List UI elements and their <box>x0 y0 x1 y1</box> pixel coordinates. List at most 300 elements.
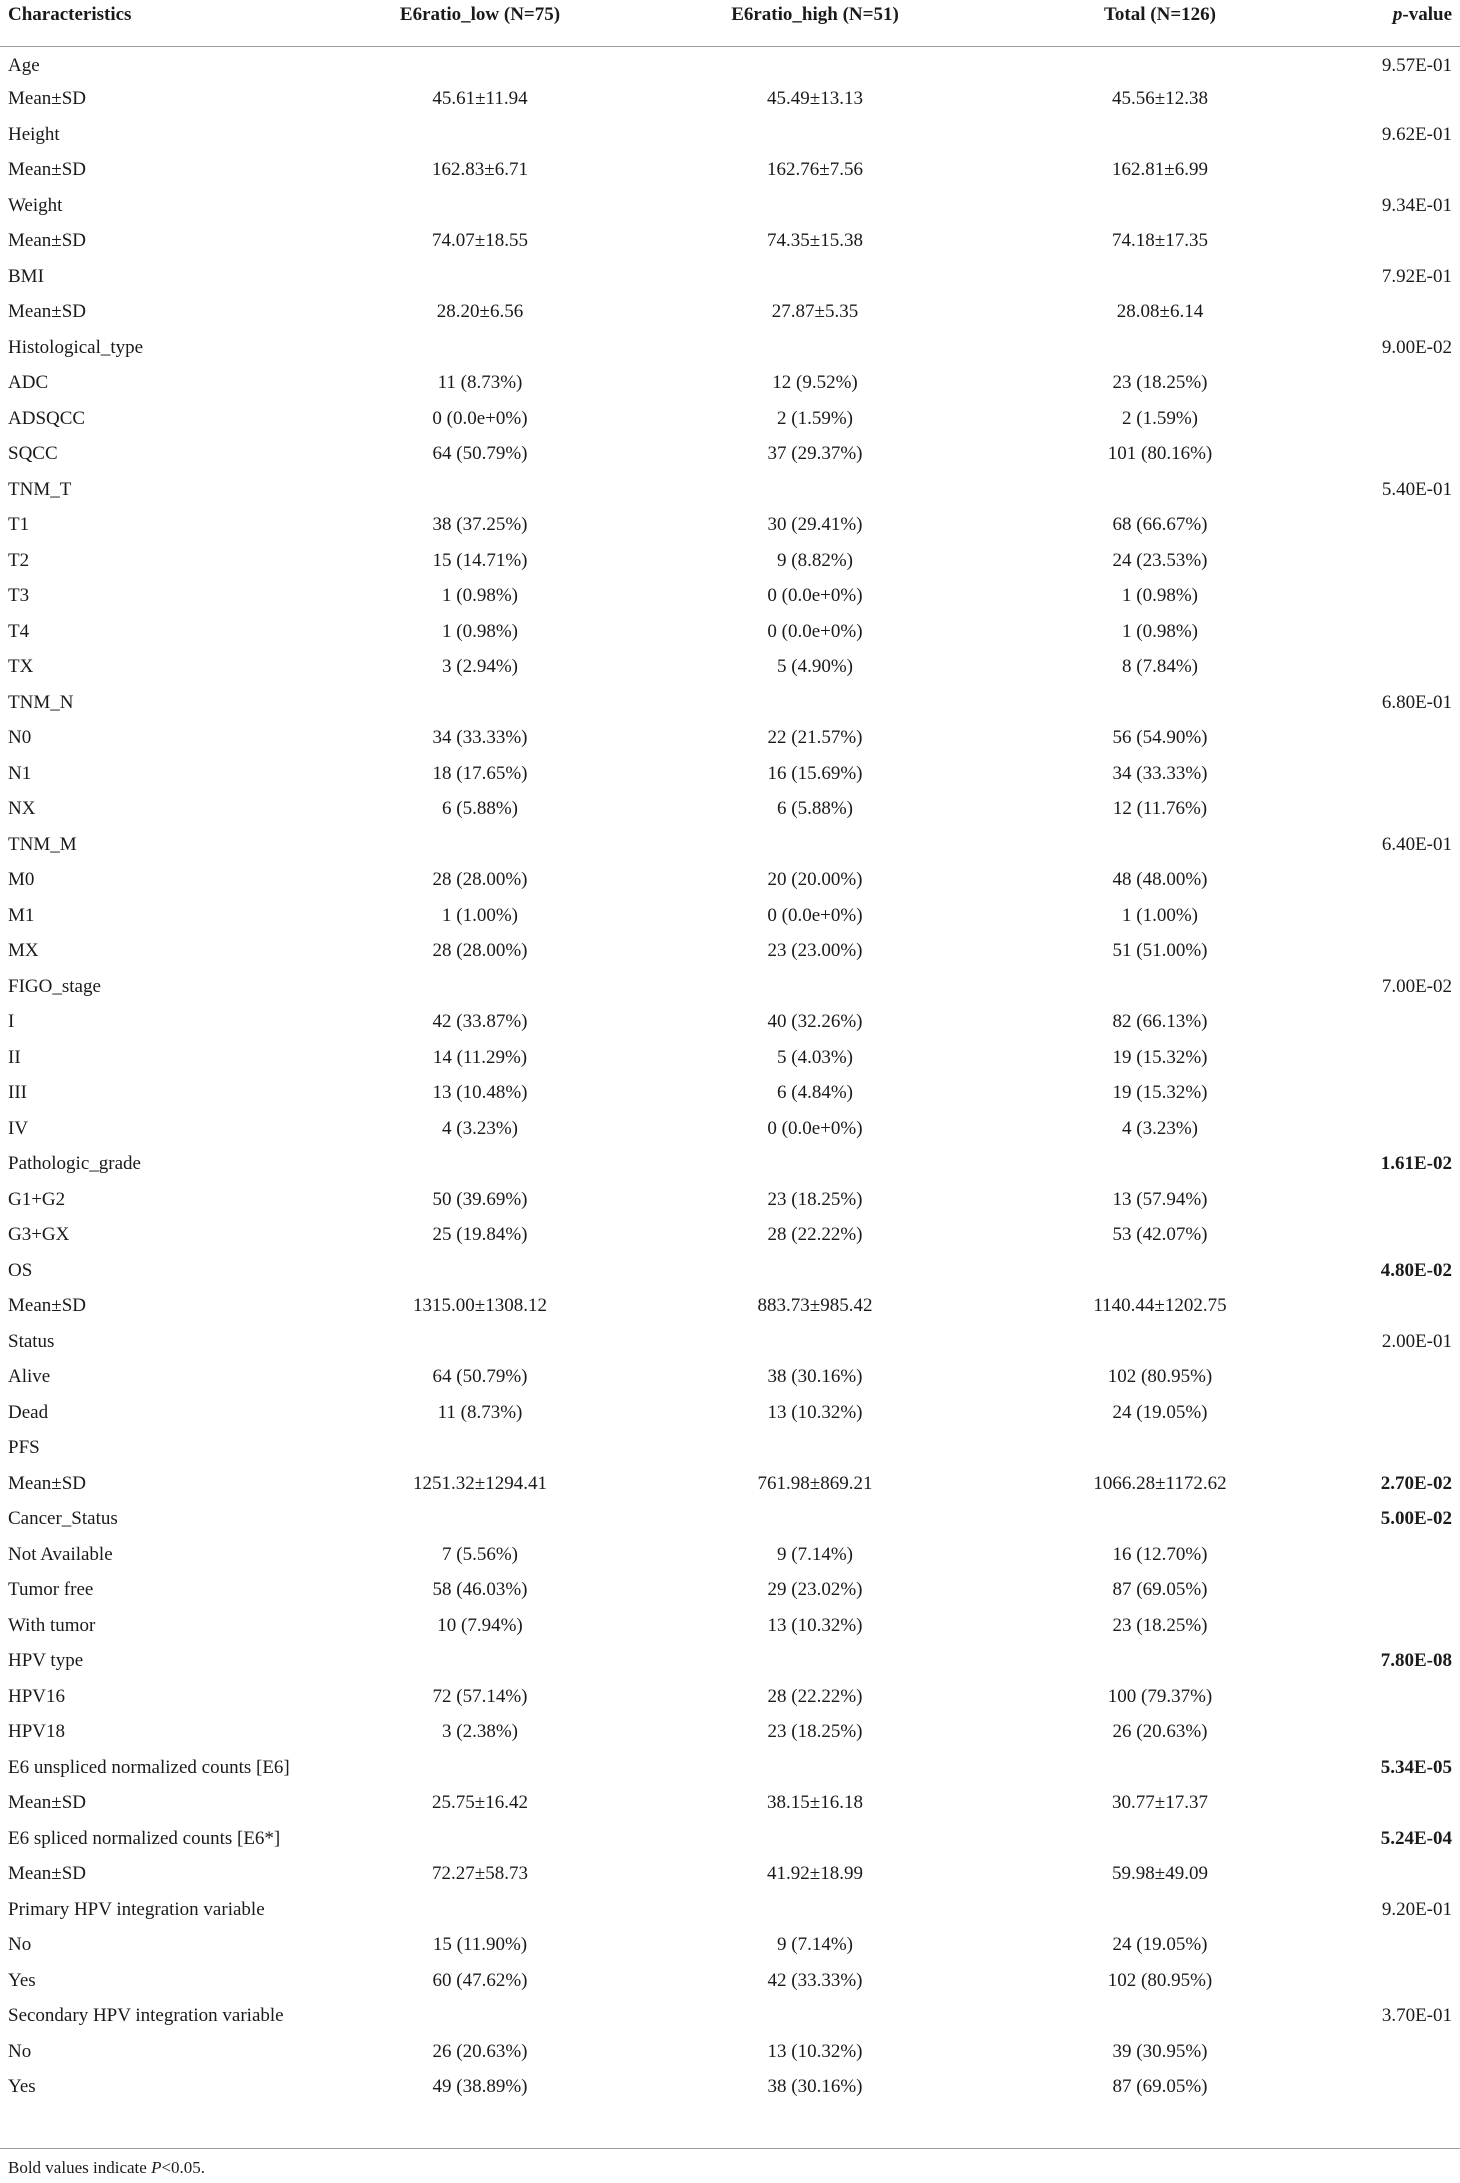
table-row <box>0 1182 1460 1218</box>
e6ratio-high-cell: 761.98±869.21 <box>757 1472 873 1494</box>
e6ratio-low-cell: 42 (33.87%) <box>432 1011 528 1033</box>
row-label-cell: G3+GX <box>8 1224 70 1246</box>
table-row <box>0 1999 1460 2035</box>
e6ratio-low-cell <box>320 1147 640 1183</box>
p-value-cell <box>1330 1963 1460 1999</box>
table-row <box>0 898 1460 934</box>
total-cell: 48 (48.00%) <box>1112 869 1208 891</box>
table-row <box>0 1786 1460 1822</box>
e6ratio-high-cell: 74.35±15.38 <box>767 230 863 252</box>
total-cell <box>990 259 1330 295</box>
e6ratio-low-cell <box>320 46 640 82</box>
p-value-cell <box>1330 1076 1460 1112</box>
e6ratio-low-cell: 1 (0.98%) <box>442 620 518 642</box>
header-e6ratio-low: E6ratio_low (N=75) <box>320 0 640 46</box>
table-row <box>0 1750 1460 1786</box>
table-row <box>0 1502 1460 1538</box>
table-row <box>0 721 1460 757</box>
p-value-cell <box>1330 82 1460 118</box>
row-label-cell: Not Available <box>8 1543 113 1565</box>
total-cell: 24 (19.05%) <box>1112 1934 1208 1956</box>
table-row <box>0 1111 1460 1147</box>
p-value-cell <box>1330 295 1460 331</box>
total-cell: 34 (33.33%) <box>1112 762 1208 784</box>
total-cell: 23 (18.25%) <box>1112 1614 1208 1636</box>
row-label-cell: TNM_M <box>8 833 77 855</box>
row-label-cell: Mean±SD <box>8 1863 86 1885</box>
header-total: Total (N=126) <box>990 0 1330 46</box>
e6ratio-high-cell <box>640 1324 990 1360</box>
e6ratio-low-cell: 15 (14.71%) <box>432 549 528 571</box>
e6ratio-high-cell: 28 (22.22%) <box>767 1224 863 1246</box>
footnote-p-italic: P <box>151 2158 162 2177</box>
table-row <box>0 1537 1460 1573</box>
footnote-suffix: <0.05. <box>161 2158 206 2177</box>
p-value-cell <box>1330 1679 1460 1715</box>
e6ratio-low-cell: 50 (39.69%) <box>432 1188 528 1210</box>
row-label-cell: With tumor <box>8 1614 96 1636</box>
table-body <box>0 46 1460 2105</box>
e6ratio-low-cell: 14 (11.29%) <box>432 1046 528 1068</box>
e6ratio-low-cell: 162.83±6.71 <box>432 159 528 181</box>
p-value-cell <box>1330 756 1460 792</box>
e6ratio-high-cell <box>640 969 990 1005</box>
footnote-prefix: Bold values indicate <box>8 2158 152 2177</box>
total-cell <box>990 1821 1330 1857</box>
p-value-cell <box>1330 1608 1460 1644</box>
p-value-cell <box>1330 1005 1460 1041</box>
e6ratio-high-cell <box>640 827 990 863</box>
table-bottom-rule <box>0 2148 1460 2149</box>
e6ratio-low-cell: 72.27±58.73 <box>432 1863 528 1885</box>
p-value-cell: 9.00E-02 <box>1381 336 1452 358</box>
total-cell: 13 (57.94%) <box>1112 1188 1208 1210</box>
e6ratio-low-cell: 1 (0.98%) <box>442 585 518 607</box>
row-label-cell: NX <box>8 798 36 820</box>
total-cell: 8 (7.84%) <box>1122 656 1198 678</box>
header-p-italic: p <box>1392 4 1403 25</box>
total-cell: 24 (23.53%) <box>1112 549 1208 571</box>
e6ratio-high-cell: 883.73±985.42 <box>757 1295 873 1317</box>
row-label-cell: T3 <box>8 585 30 607</box>
table-row <box>0 1608 1460 1644</box>
p-value-cell <box>1330 1537 1460 1573</box>
total-cell: 51 (51.00%) <box>1112 940 1208 962</box>
e6ratio-low-cell: 18 (17.65%) <box>432 762 528 784</box>
e6ratio-high-cell: 41.92±18.99 <box>767 1863 863 1885</box>
row-label-cell: SQCC <box>8 443 58 465</box>
p-value-cell <box>1330 1040 1460 1076</box>
row-label-cell: Tumor free <box>8 1579 94 1601</box>
table-row <box>0 2034 1460 2070</box>
e6ratio-high-cell: 37 (29.37%) <box>767 443 863 465</box>
p-value-cell: 5.40E-01 <box>1381 478 1452 500</box>
e6ratio-high-cell: 9 (7.14%) <box>777 1543 853 1565</box>
row-label-cell: M1 <box>8 904 35 926</box>
e6ratio-low-cell <box>320 259 640 295</box>
header-e6ratio-high: E6ratio_high (N=51) <box>640 0 990 46</box>
row-label-cell: Yes <box>8 2076 36 2098</box>
total-cell: 1140.44±1202.75 <box>1093 1295 1227 1317</box>
e6ratio-low-cell <box>320 1999 640 2035</box>
row-label-cell: Primary HPV integration variable <box>8 1898 265 1920</box>
header-p-value <box>1330 0 1460 46</box>
p-value-cell: 5.34E-05 <box>1380 1756 1452 1778</box>
e6ratio-low-cell: 3 (2.94%) <box>442 656 518 678</box>
total-cell: 23 (18.25%) <box>1112 372 1208 394</box>
e6ratio-high-cell: 23 (23.00%) <box>767 940 863 962</box>
p-value-cell <box>1330 1786 1460 1822</box>
total-cell <box>990 1147 1330 1183</box>
total-cell: 101 (80.16%) <box>1107 443 1213 465</box>
total-cell: 59.98±49.09 <box>1112 1863 1208 1885</box>
e6ratio-high-cell: 38 (30.16%) <box>767 2076 863 2098</box>
total-cell <box>990 1502 1330 1538</box>
e6ratio-low-cell <box>320 969 640 1005</box>
table-row <box>0 1573 1460 1609</box>
row-label-cell: Histological_type <box>8 336 144 358</box>
table-row <box>0 543 1460 579</box>
table-row <box>0 792 1460 828</box>
p-value-cell <box>1330 543 1460 579</box>
table-row <box>0 1395 1460 1431</box>
table-row <box>0 1431 1460 1467</box>
p-value-cell <box>1330 1928 1460 1964</box>
e6ratio-high-cell: 30 (29.41%) <box>767 514 863 536</box>
row-label-cell: Cancer_Status <box>8 1508 118 1530</box>
row-label-cell: E6 spliced normalized counts [E6*] <box>8 1827 281 1849</box>
e6ratio-high-cell: 23 (18.25%) <box>767 1188 863 1210</box>
total-cell: 1 (1.00%) <box>1122 904 1198 926</box>
p-value-cell: 9.20E-01 <box>1381 1898 1452 1920</box>
row-label-cell: TNM_T <box>8 478 72 500</box>
row-label-cell: N0 <box>8 727 32 749</box>
e6ratio-high-cell: 13 (10.32%) <box>767 2040 863 2062</box>
p-value-cell <box>1330 579 1460 615</box>
e6ratio-high-cell: 0 (0.0e+0%) <box>767 904 863 926</box>
e6ratio-low-cell: 25 (19.84%) <box>432 1224 528 1246</box>
row-label-cell: Height <box>8 123 60 145</box>
table-row <box>0 46 1460 82</box>
e6ratio-low-cell: 72 (57.14%) <box>432 1685 528 1707</box>
e6ratio-high-cell: 9 (8.82%) <box>777 549 853 571</box>
e6ratio-high-cell: 22 (21.57%) <box>767 727 863 749</box>
e6ratio-high-cell: 45.49±13.13 <box>767 88 863 110</box>
total-cell <box>990 188 1330 224</box>
table-row <box>0 1821 1460 1857</box>
table-row <box>0 366 1460 402</box>
row-label-cell: FIGO_stage <box>8 975 101 997</box>
e6ratio-low-cell: 13 (10.48%) <box>432 1082 528 1104</box>
p-value-cell <box>1330 934 1460 970</box>
total-cell: 2 (1.59%) <box>1122 407 1198 429</box>
e6ratio-low-cell: 1315.00±1308.12 <box>413 1295 547 1317</box>
total-cell: 24 (19.05%) <box>1112 1401 1208 1423</box>
e6ratio-high-cell: 23 (18.25%) <box>767 1721 863 1743</box>
table-row <box>0 472 1460 508</box>
e6ratio-high-cell <box>640 1892 990 1928</box>
row-label-cell: Age <box>8 55 40 76</box>
total-cell <box>990 1999 1330 2035</box>
p-value-cell <box>1330 1360 1460 1396</box>
p-value-cell <box>1330 2070 1460 2106</box>
e6ratio-low-cell: 74.07±18.55 <box>432 230 528 252</box>
p-value-cell <box>1330 650 1460 686</box>
table-row <box>0 401 1460 437</box>
e6ratio-low-cell: 64 (50.79%) <box>432 443 528 465</box>
p-value-cell <box>1330 1218 1460 1254</box>
table-row <box>0 614 1460 650</box>
total-cell <box>990 117 1330 153</box>
p-value-cell <box>1330 898 1460 934</box>
row-label-cell: HPV type <box>8 1650 84 1672</box>
p-value-cell: 6.40E-01 <box>1381 833 1452 855</box>
table-footnote <box>8 2158 205 2178</box>
row-label-cell: MX <box>8 940 39 962</box>
row-label-cell: HPV16 <box>8 1685 66 1707</box>
e6ratio-low-cell: 4 (3.23%) <box>442 1117 518 1139</box>
e6ratio-high-cell <box>640 259 990 295</box>
p-value-cell: 4.80E-02 <box>1380 1259 1452 1281</box>
e6ratio-low-cell: 1251.32±1294.41 <box>413 1472 547 1494</box>
row-label-cell: T1 <box>8 514 30 536</box>
p-value-cell <box>1330 863 1460 899</box>
table-row <box>0 1644 1460 1680</box>
e6ratio-low-cell <box>320 1324 640 1360</box>
table-row <box>0 1360 1460 1396</box>
p-value-cell <box>1330 614 1460 650</box>
p-value-cell <box>1330 401 1460 437</box>
table-row <box>0 2070 1460 2106</box>
e6ratio-low-cell: 1 (1.00%) <box>442 904 518 926</box>
total-cell <box>990 1253 1330 1289</box>
e6ratio-low-cell <box>320 1431 640 1467</box>
total-cell: 74.18±17.35 <box>1112 230 1208 252</box>
total-cell <box>990 1750 1330 1786</box>
table-row <box>0 579 1460 615</box>
p-value-cell <box>1330 2034 1460 2070</box>
total-cell: 56 (54.90%) <box>1112 727 1208 749</box>
e6ratio-high-cell: 9 (7.14%) <box>777 1934 853 1956</box>
e6ratio-low-cell <box>320 1750 640 1786</box>
e6ratio-high-cell: 13 (10.32%) <box>767 1614 863 1636</box>
e6ratio-low-cell <box>320 330 640 366</box>
e6ratio-low-cell: 49 (38.89%) <box>432 2076 528 2098</box>
e6ratio-low-cell: 3 (2.38%) <box>442 1721 518 1743</box>
row-label-cell: Mean±SD <box>8 301 86 323</box>
e6ratio-low-cell: 58 (46.03%) <box>432 1579 528 1601</box>
table-row <box>0 153 1460 189</box>
total-cell <box>990 827 1330 863</box>
e6ratio-high-cell <box>640 1502 990 1538</box>
row-label-cell: IV <box>8 1117 29 1139</box>
row-label-cell: Mean±SD <box>8 159 86 181</box>
row-label-cell: E6 unspliced normalized counts [E6] <box>8 1756 290 1778</box>
table-row <box>0 437 1460 473</box>
e6ratio-high-cell <box>640 1253 990 1289</box>
p-value-cell: 5.00E-02 <box>1380 1508 1452 1530</box>
table-row <box>0 650 1460 686</box>
total-cell: 30.77±17.37 <box>1112 1792 1208 1814</box>
e6ratio-high-cell: 5 (4.03%) <box>777 1046 853 1068</box>
p-value-cell: 6.80E-01 <box>1381 691 1452 713</box>
p-value-cell: 9.34E-01 <box>1381 194 1452 216</box>
table-row <box>0 1253 1460 1289</box>
e6ratio-low-cell <box>320 188 640 224</box>
row-label-cell: I <box>8 1011 15 1033</box>
row-label-cell: G1+G2 <box>8 1188 66 1210</box>
e6ratio-low-cell: 10 (7.94%) <box>437 1614 523 1636</box>
e6ratio-low-cell: 45.61±11.94 <box>432 88 528 110</box>
table-row <box>0 224 1460 260</box>
p-value-cell: 7.80E-08 <box>1380 1650 1452 1672</box>
total-cell: 82 (66.13%) <box>1112 1011 1208 1033</box>
table-row <box>0 934 1460 970</box>
e6ratio-low-cell <box>320 472 640 508</box>
e6ratio-low-cell <box>320 685 640 721</box>
table-row <box>0 1324 1460 1360</box>
table-row <box>0 82 1460 118</box>
total-cell: 39 (30.95%) <box>1112 2040 1208 2062</box>
total-cell <box>990 330 1330 366</box>
e6ratio-high-cell <box>640 1999 990 2035</box>
table-row <box>0 1466 1460 1502</box>
e6ratio-high-cell: 0 (0.0e+0%) <box>767 620 863 642</box>
total-cell: 45.56±12.38 <box>1112 88 1208 110</box>
table-row <box>0 1076 1460 1112</box>
e6ratio-high-cell: 16 (15.69%) <box>767 762 863 784</box>
e6ratio-high-cell: 5 (4.90%) <box>777 656 853 678</box>
e6ratio-high-cell: 20 (20.00%) <box>767 869 863 891</box>
total-cell: 87 (69.05%) <box>1112 2076 1208 2098</box>
table-row <box>0 1679 1460 1715</box>
e6ratio-low-cell: 7 (5.56%) <box>442 1543 518 1565</box>
table-header <box>0 0 1460 46</box>
row-label-cell: PFS <box>8 1437 40 1459</box>
e6ratio-high-cell <box>640 685 990 721</box>
row-label-cell: Dead <box>8 1401 49 1423</box>
total-cell: 162.81±6.99 <box>1112 159 1208 181</box>
row-label-cell: Yes <box>8 1969 36 1991</box>
table-row <box>0 756 1460 792</box>
e6ratio-high-cell <box>640 1431 990 1467</box>
row-label-cell: No <box>8 2040 32 2062</box>
table-row <box>0 188 1460 224</box>
e6ratio-low-cell: 6 (5.88%) <box>442 798 518 820</box>
e6ratio-low-cell: 60 (47.62%) <box>432 1969 528 1991</box>
row-label-cell: III <box>8 1082 27 1104</box>
p-value-cell: 1.61E-02 <box>1380 1153 1452 1175</box>
e6ratio-low-cell <box>320 1821 640 1857</box>
e6ratio-high-cell: 6 (4.84%) <box>777 1082 853 1104</box>
p-value-cell <box>1330 792 1460 828</box>
table-row <box>0 1040 1460 1076</box>
e6ratio-low-cell <box>320 1892 640 1928</box>
table-row <box>0 259 1460 295</box>
e6ratio-high-cell: 27.87±5.35 <box>771 301 859 323</box>
table-row <box>0 827 1460 863</box>
total-cell: 87 (69.05%) <box>1112 1579 1208 1601</box>
total-cell: 19 (15.32%) <box>1112 1046 1208 1068</box>
p-value-cell <box>1330 224 1460 260</box>
total-cell: 102 (80.95%) <box>1107 1969 1213 1991</box>
header-characteristics: Characteristics <box>0 0 320 46</box>
row-label-cell: BMI <box>8 265 44 287</box>
total-cell <box>990 685 1330 721</box>
table-row <box>0 1005 1460 1041</box>
e6ratio-high-cell: 38 (30.16%) <box>767 1366 863 1388</box>
e6ratio-low-cell: 64 (50.79%) <box>432 1366 528 1388</box>
total-cell: 102 (80.95%) <box>1107 1366 1213 1388</box>
total-cell <box>990 46 1330 82</box>
e6ratio-high-cell: 162.76±7.56 <box>767 159 863 181</box>
p-value-cell: 2.00E-01 <box>1381 1330 1452 1352</box>
e6ratio-low-cell: 28.20±6.56 <box>436 301 524 323</box>
e6ratio-high-cell <box>640 117 990 153</box>
e6ratio-high-cell: 38.15±16.18 <box>767 1792 863 1814</box>
row-label-cell: HPV18 <box>8 1721 66 1743</box>
table-row <box>0 295 1460 331</box>
table-row <box>0 969 1460 1005</box>
row-label-cell: Weight <box>8 194 63 216</box>
total-cell <box>990 1892 1330 1928</box>
e6ratio-high-cell <box>640 1644 990 1680</box>
e6ratio-low-cell: 34 (33.33%) <box>432 727 528 749</box>
table-row <box>0 1892 1460 1928</box>
total-cell <box>990 1431 1330 1467</box>
e6ratio-low-cell: 28 (28.00%) <box>432 869 528 891</box>
total-cell: 26 (20.63%) <box>1112 1721 1208 1743</box>
table-row <box>0 1928 1460 1964</box>
e6ratio-high-cell <box>640 188 990 224</box>
e6ratio-low-cell: 38 (37.25%) <box>432 514 528 536</box>
p-value-cell <box>1330 1431 1460 1467</box>
row-label-cell: T4 <box>8 620 30 642</box>
row-label-cell: T2 <box>8 549 30 571</box>
e6ratio-low-cell <box>320 1253 640 1289</box>
row-label-cell: Mean±SD <box>8 1472 86 1494</box>
p-value-cell <box>1330 1857 1460 1893</box>
table-row <box>0 117 1460 153</box>
row-label-cell: Status <box>8 1330 55 1352</box>
table-row <box>0 1857 1460 1893</box>
row-label-cell: TNM_N <box>8 691 74 713</box>
table-row <box>0 1963 1460 1999</box>
row-label-cell: Mean±SD <box>8 1792 86 1814</box>
row-label-cell: Alive <box>8 1366 51 1388</box>
p-value-cell <box>1330 153 1460 189</box>
e6ratio-low-cell <box>320 827 640 863</box>
header-p-rest: -value <box>1402 4 1452 25</box>
total-cell <box>990 969 1330 1005</box>
row-label-cell: Mean±SD <box>8 1295 86 1317</box>
p-value-cell <box>1330 1573 1460 1609</box>
e6ratio-high-cell: 40 (32.26%) <box>767 1011 863 1033</box>
total-cell: 1 (0.98%) <box>1122 620 1198 642</box>
e6ratio-low-cell <box>320 117 640 153</box>
total-cell: 1066.28±1172.62 <box>1093 1472 1227 1494</box>
table-row <box>0 685 1460 721</box>
total-cell: 19 (15.32%) <box>1112 1082 1208 1104</box>
e6ratio-low-cell: 25.75±16.42 <box>432 1792 528 1814</box>
e6ratio-high-cell: 29 (23.02%) <box>767 1579 863 1601</box>
p-value-cell <box>1330 721 1460 757</box>
e6ratio-high-cell: 6 (5.88%) <box>777 798 853 820</box>
e6ratio-high-cell <box>640 1147 990 1183</box>
row-label-cell: No <box>8 1934 32 1956</box>
row-label-cell: OS <box>8 1259 33 1281</box>
p-value-cell: 3.70E-01 <box>1381 2005 1452 2027</box>
